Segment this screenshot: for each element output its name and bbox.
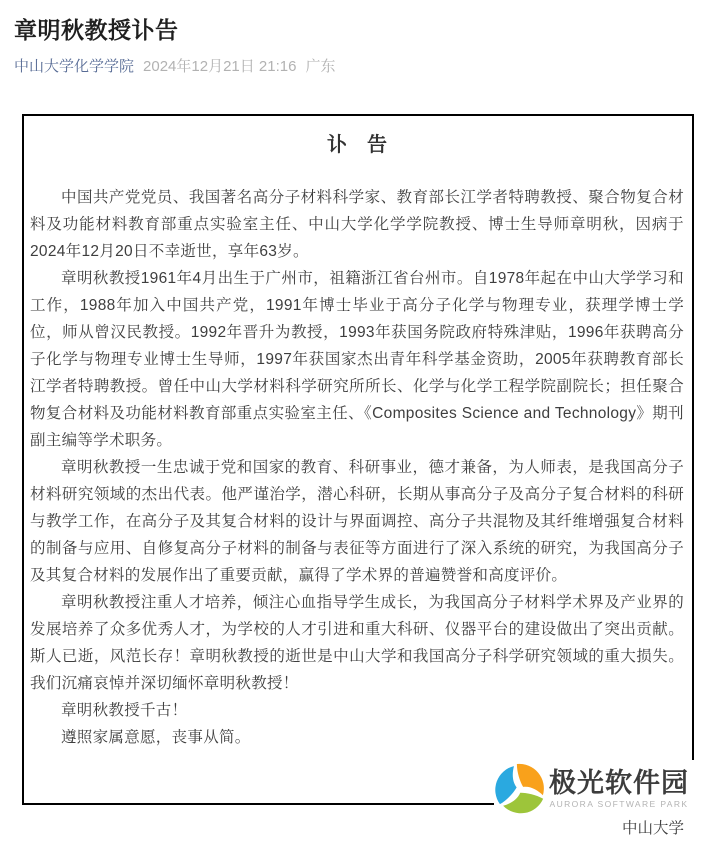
signature: 中山大学 [621,820,684,837]
notice-body [30,184,684,751]
notice-title: 讣 告 [327,134,387,156]
notice-paragraph: 章明秋教授注重人才培养，倾注心血指导学生成长，为我国高分子材料学术界及产业界的发展培养了众多优秀人才，为学校的人才引进和重大科研、仪器平台的建设做出了突出贡献。斯人已逝，风范长存！章明秋教授的逝世是中山大学和我国高分子科学研究领域的重大损失。我们沉痛哀悼并深切缅怀章明秋教授！ [30,594,684,692]
notice-paragraph: 遵照家属意愿，丧事从简。 [61,729,251,746]
publish-date: 2024年12月21日 21:16 [143,58,297,75]
notice-paragraph: 章明秋教授1961年4月出生于广州市，祖籍浙江省台州市。自1978年起在中山大学学习和工作，1988年加入中国共产党，1991年博士毕业于高分子化学与物理专业，获理学博士学位，师从曾汉民教授。1992年晋升为教授，1993年获国务院政府特殊津贴，1996年获聘高分子化学与物理专业博士生导师，1997年获国家杰出青年科学基金资助，2005年获聘教育部长江学者特聘教授。曾任中山大学材料科学研究所所长、化学与化学工程学院副院长；担任聚合物复合材料及功能材料教育部重点实验室主任、《Composites Science and Technology》期刊副主编等学术职务。 [30,270,684,449]
watermark-text [549,769,689,809]
pinwheel-segment-orange [517,764,544,795]
article-title: 章明秋教授讣告 [14,17,179,43]
article-header [0,0,706,77]
article-meta [14,57,692,77]
account-name-link[interactable]: 中山大学化学学院 [14,58,135,75]
notice-paragraph: 章明秋教授千古！ [61,702,188,719]
watermark-name-en: AURORA SOFTWARE PARK [549,799,689,809]
notice-paragraph: 中国共产党党员、我国著名高分子材料科学家、教育部长江学者特聘教授、聚合物复合材料及功能材料教育部重点实验室主任、中山大学化学学院教授、博士生导师章明秋，因病于2024年12月20日不幸逝世，享年63岁。 [30,189,684,260]
notice-paragraph: 章明秋教授一生忠诚于党和国家的教育、科研事业，德才兼备，为人师表，是我国高分子材料研究领域的杰出代表。他严谨治学，潜心科研，长期从事高分子及高分子复合材料的科研与教学工作，在高分子及其复合材料的设计与界面调控、高分子共混物及其纤维增强复合材料的制备与应用、自修复高分子材料的制备与表征等方面进行了深入系统的研究，为我国高分子及其复合材料的发展作出了重要贡献，赢得了学术界的普遍赞誉和高度评价。 [30,459,684,584]
obituary-notice-box [22,114,694,837]
publish-region: 广东 [305,58,336,75]
watermark-name-cn: 极光软件园 [549,768,689,798]
aurora-pinwheel-icon [494,763,546,815]
watermark [494,760,706,818]
